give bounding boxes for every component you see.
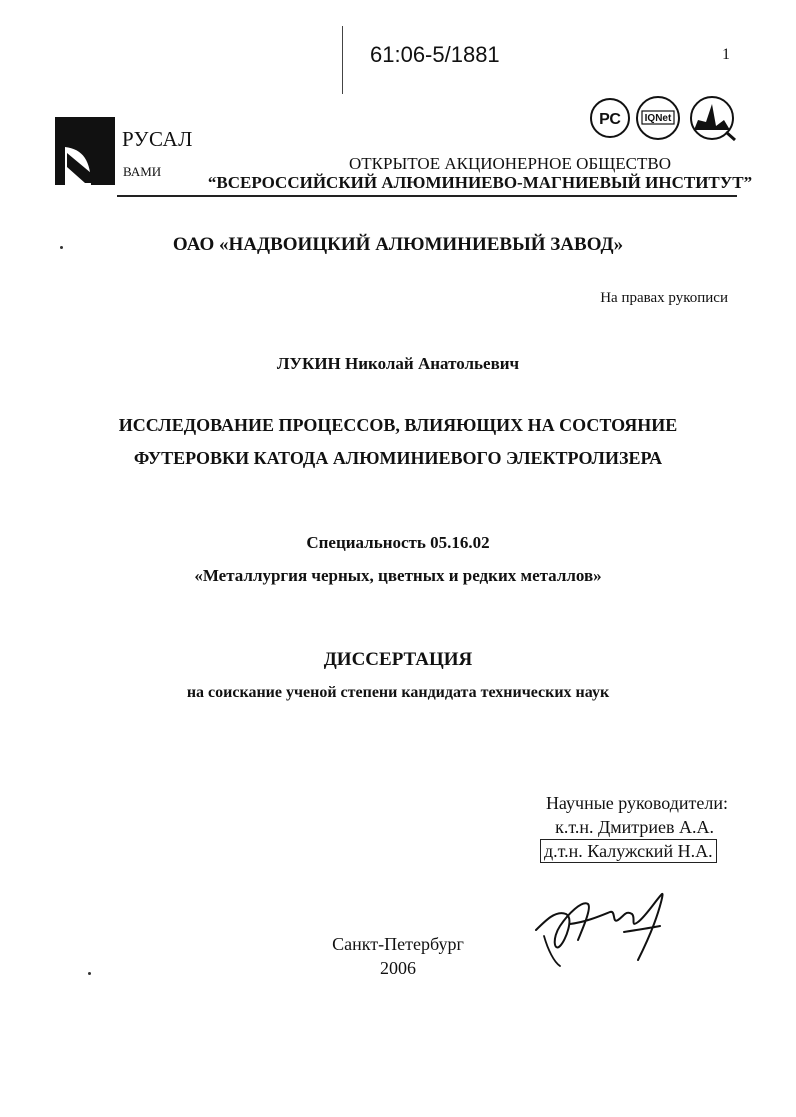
document-type: ДИССЕРТАЦИЯ (323, 649, 473, 670)
supervisor-name-boxed: д.т.н. Калужский Н.А. (540, 839, 717, 863)
thesis-title-line2: ФУТЕРОВКИ КАТОДА АЛЮМИНИЕВОГО ЭЛЕКТРОЛИЗЕРА (133, 448, 663, 468)
thesis-title-line1: ИССЛЕДОВАНИЕ ПРОЦЕССОВ, ВЛИЯЮЩИХ НА СОСТОЯНИЕ (118, 415, 678, 435)
organization-type: ОТКРЫТОЕ АКЦИОНЕРНОЕ ОБЩЕСТВО (348, 154, 671, 173)
scan-speck (60, 246, 63, 249)
city: Санкт-Петербург (332, 934, 464, 954)
svg-text:IQNet: IQNet (644, 113, 672, 124)
author-name: ЛУКИН Николай Анатольевич (276, 354, 520, 373)
manuscript-rights: На правах рукописи (600, 290, 728, 306)
margin-line (342, 26, 343, 94)
degree-statement: на соискание ученой степени кандидата технических наук (186, 684, 610, 701)
signature-icon (526, 880, 676, 970)
supervisor-name: к.т.н. Дмитриев А.А. (555, 817, 714, 837)
logo-brand: РУСАЛ (122, 127, 193, 151)
archive-code: 61:06-5/1881 (370, 42, 500, 67)
supervisors-label: Научные руководители: (545, 793, 728, 813)
header-divider (117, 195, 737, 197)
page-number: 1 (722, 46, 730, 63)
svg-text:РС: РС (599, 111, 621, 128)
scan-speck (88, 972, 91, 975)
organization-name: “ВСЕРОССИЙСКИЙ АЛЮМИНИЕВО-МАГНИЕВЫЙ ИНСТИТУТ” (207, 173, 753, 192)
year: 2006 (380, 958, 416, 978)
specialty-name: «Металлургия черных, цветных и редких металлов» (194, 566, 602, 585)
rusal-logo-icon (55, 117, 115, 185)
plant-name: ОАО «НАДВОИЦКИЙ АЛЮМИНИЕВЫЙ ЗАВОД» (172, 234, 624, 255)
specialty-code: Специальность 05.16.02 (306, 533, 490, 552)
certification-marks-icon (588, 92, 738, 144)
logo-subtitle: ВАМИ (123, 164, 162, 179)
